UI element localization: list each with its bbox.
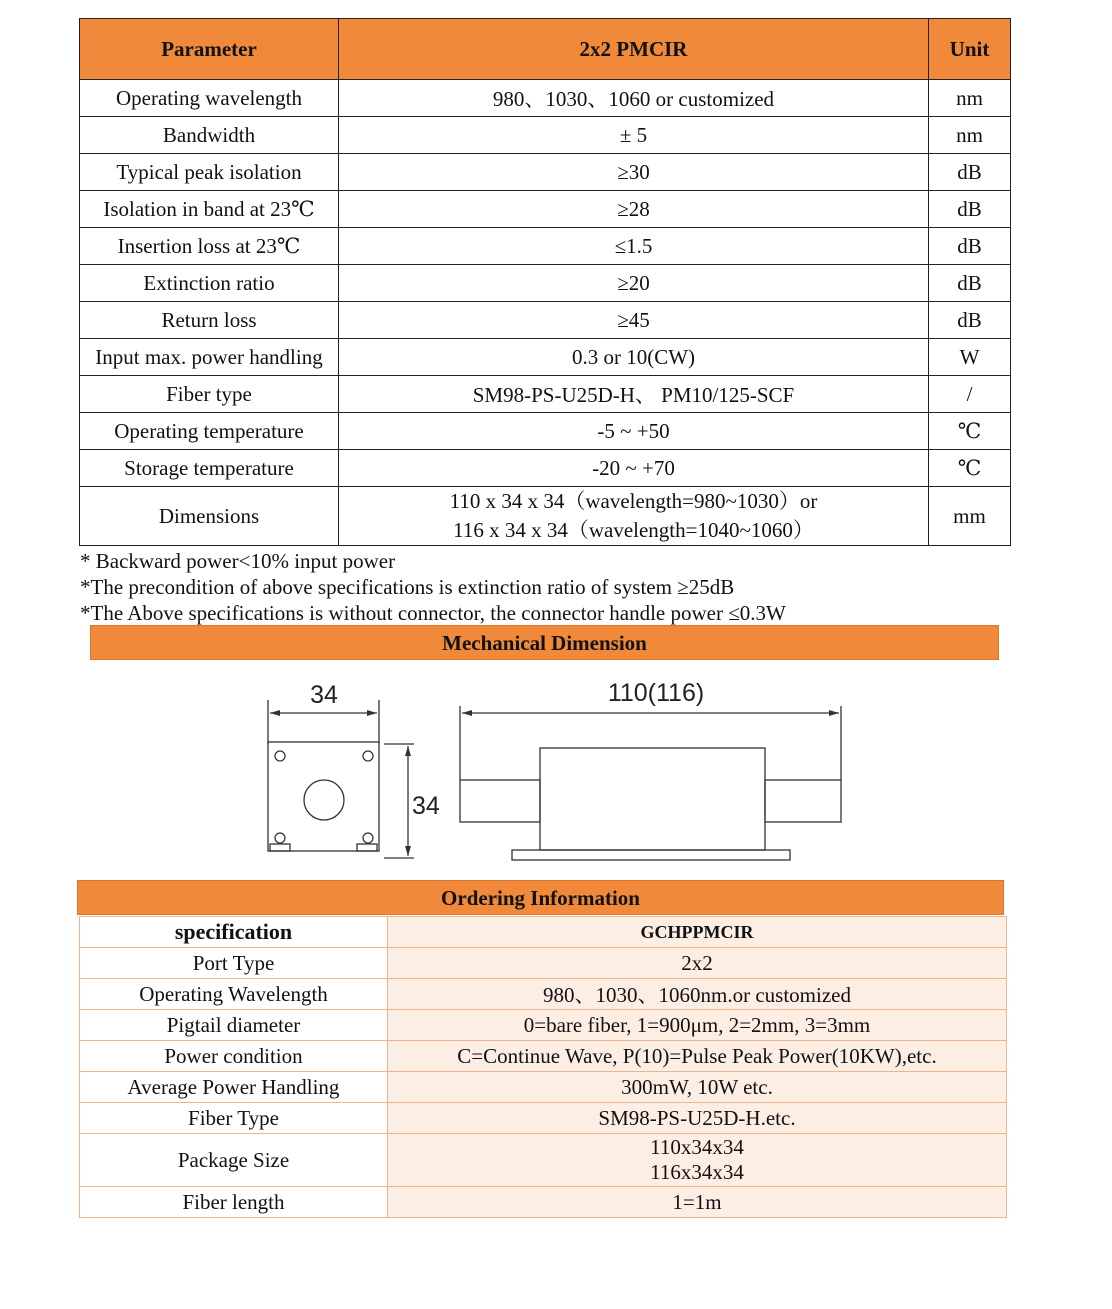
- param-cell: Input max. power handling: [80, 339, 339, 376]
- end-view-foot: [270, 844, 290, 851]
- table-row: [80, 302, 1011, 339]
- spec-label-cell: Fiber length: [80, 1187, 388, 1218]
- table-row: [80, 1072, 1007, 1103]
- table-row: [80, 413, 1011, 450]
- note-1: * Backward power<10% input power: [80, 549, 396, 573]
- ordering-header-row: [80, 917, 1007, 948]
- table-row: [80, 979, 1007, 1010]
- note-2: *The precondition of above specifications is extinction ratio of system ≥25dB: [80, 575, 735, 599]
- value-cell: ≤1.5: [339, 228, 929, 265]
- value-cell: ≥28: [339, 191, 929, 228]
- arrowhead: [367, 710, 377, 716]
- length-dimension-label: 110(116): [607, 679, 705, 707]
- end-view-foot: [357, 844, 377, 851]
- dimensions-line-2: 116 x 34 x 34（wavelength=1040~1060）: [453, 518, 814, 542]
- param-cell: Bandwidth: [80, 117, 339, 154]
- spec-header-row: [80, 19, 1011, 80]
- unit-cell: nm: [929, 117, 1011, 154]
- note-3: *The Above specifications is without connector, the connector handle power ≤0.3W: [80, 601, 786, 625]
- param-cell: Operating wavelength: [80, 80, 339, 117]
- value-cell: ≥30: [339, 154, 929, 191]
- table-row: [80, 228, 1011, 265]
- param-cell: Isolation in band at 23℃: [80, 191, 339, 228]
- param-cell: Operating temperature: [80, 413, 339, 450]
- spec-label-cell: Pigtail diameter: [80, 1010, 388, 1041]
- unit-cell: dB: [929, 154, 1011, 191]
- spec-value-cell: [388, 1134, 1007, 1187]
- value-cell: [339, 487, 929, 546]
- param-cell: Return loss: [80, 302, 339, 339]
- table-row: [80, 450, 1011, 487]
- spec-label-cell: Average Power Handling: [80, 1072, 388, 1103]
- table-row: [80, 265, 1011, 302]
- param-cell: Dimensions: [80, 487, 339, 546]
- value-cell: 0.3 or 10(CW): [339, 339, 929, 376]
- side-view-base: [512, 850, 790, 860]
- value-cell: -20 ~ +70: [339, 450, 929, 487]
- table-row-dimensions: [80, 487, 1011, 546]
- spec-value-cell: C=Continue Wave, P(10)=Pulse Peak Power(10KW),etc.: [388, 1041, 1007, 1072]
- spec-label-cell: Port Type: [80, 948, 388, 979]
- table-row: [80, 117, 1011, 154]
- ordering-information-title: Ordering Information: [77, 880, 1004, 915]
- spec-header-unit: Unit: [929, 19, 1011, 80]
- param-cell: Fiber type: [80, 376, 339, 413]
- table-row: [80, 191, 1011, 228]
- table-row: [80, 1187, 1007, 1218]
- side-view-right-tube: [765, 780, 841, 822]
- table-row: [80, 1010, 1007, 1041]
- unit-cell: dB: [929, 228, 1011, 265]
- table-row: [80, 339, 1011, 376]
- spec-label-cell: Power condition: [80, 1041, 388, 1072]
- notes: [80, 548, 786, 626]
- unit-cell: dB: [929, 302, 1011, 339]
- arrowhead: [405, 746, 411, 756]
- value-cell: ≥45: [339, 302, 929, 339]
- spec-label-cell: Fiber Type: [80, 1103, 388, 1134]
- package-line-2: 116x34x34: [650, 1160, 744, 1184]
- spec-value-cell: 1=1m: [388, 1187, 1007, 1218]
- unit-cell: mm: [929, 487, 1011, 546]
- value-cell: SM98-PS-U25D-H、 PM10/125-SCF: [339, 376, 929, 413]
- table-row: [80, 376, 1011, 413]
- unit-cell: W: [929, 339, 1011, 376]
- table-row: [80, 154, 1011, 191]
- param-cell: Typical peak isolation: [80, 154, 339, 191]
- unit-cell: dB: [929, 191, 1011, 228]
- width-dimension-label: 34: [310, 681, 338, 709]
- value-cell: ± 5: [339, 117, 929, 154]
- mechanical-drawing: [0, 660, 1112, 880]
- value-cell: -5 ~ +50: [339, 413, 929, 450]
- spec-value-cell: SM98-PS-U25D-H.etc.: [388, 1103, 1007, 1134]
- param-cell: Storage temperature: [80, 450, 339, 487]
- spec-value-cell: 2x2: [388, 948, 1007, 979]
- mount-hole: [363, 833, 373, 843]
- unit-cell: nm: [929, 80, 1011, 117]
- arrowhead: [462, 710, 472, 716]
- side-view-left-tube: [460, 780, 540, 822]
- unit-cell: ℃: [929, 413, 1011, 450]
- unit-cell: ℃: [929, 450, 1011, 487]
- spec-table: [79, 18, 1011, 546]
- mount-hole: [363, 751, 373, 761]
- package-line-1: 110x34x34: [650, 1135, 744, 1159]
- table-row: [80, 1041, 1007, 1072]
- unit-cell: /: [929, 376, 1011, 413]
- spec-value-cell: GCHPPMCIR: [388, 917, 1007, 948]
- table-row: [80, 1103, 1007, 1134]
- spec-value-cell: 0=bare fiber, 1=900μm, 2=2mm, 3=3mm: [388, 1010, 1007, 1041]
- param-cell: Insertion loss at 23℃: [80, 228, 339, 265]
- spec-label-cell: Package Size: [80, 1134, 388, 1187]
- mechanical-dimension-title: Mechanical Dimension: [90, 625, 999, 660]
- value-cell: 980、1030、1060 or customized: [339, 80, 929, 117]
- param-cell: Extinction ratio: [80, 265, 339, 302]
- spec-header-parameter: Parameter: [80, 19, 339, 80]
- fiber-port-circle: [304, 780, 344, 820]
- arrowhead: [270, 710, 280, 716]
- table-row: [80, 80, 1011, 117]
- dimensions-line-1: 110 x 34 x 34（wavelength=980~1030）or: [449, 489, 818, 513]
- spec-value-cell: 300mW, 10W etc.: [388, 1072, 1007, 1103]
- height-dimension-label: 34: [412, 792, 440, 820]
- table-row-package: [80, 1134, 1007, 1187]
- table-row: [80, 948, 1007, 979]
- arrowhead: [405, 846, 411, 856]
- mount-hole: [275, 751, 285, 761]
- spec-header-model: 2x2 PMCIR: [339, 19, 929, 80]
- mount-hole: [275, 833, 285, 843]
- unit-cell: dB: [929, 265, 1011, 302]
- arrowhead: [829, 710, 839, 716]
- spec-label-cell: specification: [80, 917, 388, 948]
- spec-label-cell: Operating Wavelength: [80, 979, 388, 1010]
- ordering-table: [79, 916, 1007, 1218]
- spec-value-cell: 980、1030、1060nm.or customized: [388, 979, 1007, 1010]
- side-view-body: [540, 748, 765, 850]
- value-cell: ≥20: [339, 265, 929, 302]
